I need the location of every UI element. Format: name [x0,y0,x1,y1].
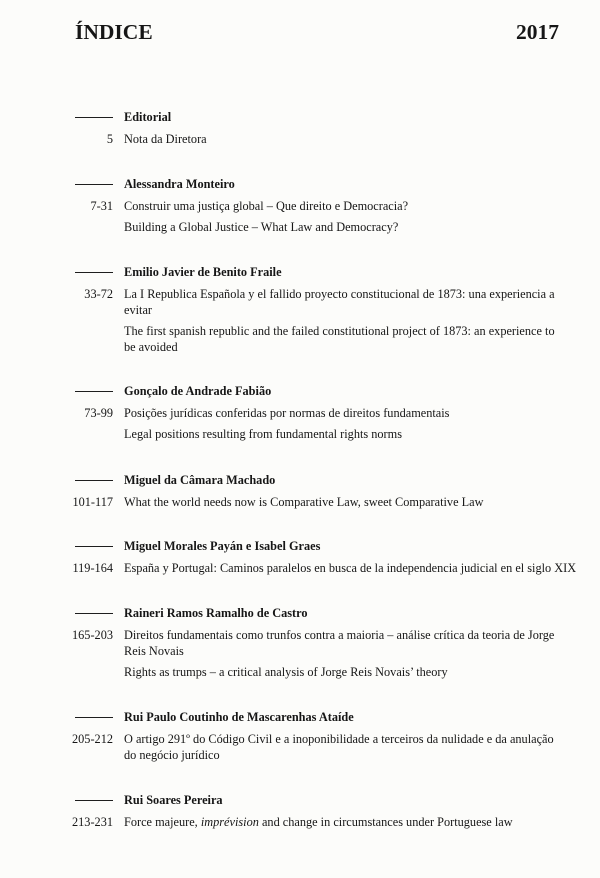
page-range: 5 [106,132,113,146]
article-title [124,560,600,576]
title-line: Posições jurídicas conferidas por normas de direitos fundamentais [124,406,450,420]
section-heading [0,792,600,808]
page-range: 101-117 [72,495,113,509]
toc-section-castro [0,605,600,680]
page-range: 213-231 [72,815,113,829]
title-line: O artigo 291º do Código Civil e a inoponibilidade a terceiros da nulidade e da anulação [124,732,554,746]
article-title [124,198,600,214]
section-rule [75,613,113,614]
section-author: Gonçalo de Andrade Fabião [124,384,272,398]
toc-entry [0,405,600,442]
section-rule [75,117,113,118]
toc-section-morales-graes [0,538,600,576]
toc-section-editorial [0,109,600,147]
article-title-translation [124,219,600,235]
section-author: Editorial [124,110,172,124]
page-range: 33-72 [84,287,113,301]
page-year: 2017 [516,20,559,44]
title-line: Rights as trumps – a critical analysis of Jorge Reis Novais’ theory [124,665,448,679]
title-line: be avoided [124,340,178,354]
title-segment-italic: imprévision [200,815,259,829]
article-title [124,627,600,659]
article-title [124,814,600,830]
section-heading [0,709,600,725]
title-line: Building a Global Justice – What Law and Democracy? [124,220,399,234]
section-author: Emilio Javier de Benito Fraile [124,265,282,279]
section-rule [75,800,113,801]
title-line: Legal positions resulting from fundamental rights norms [124,427,403,441]
section-heading [0,538,600,554]
toc-entry [0,814,600,830]
section-author: Rui Paulo Coutinho de Mascarenhas Ataíde [124,710,354,724]
section-rule [75,272,113,273]
title-line: Direitos fundamentais como trunfos contra a maioria – análise crítica da teoria de Jorge [124,628,555,642]
section-rule [75,546,113,547]
title-line: Nota da Diretora [124,132,207,146]
toc-section-camara-machado [0,472,600,510]
title-line: Construir uma justiça global – Que direito e Democracia? [124,199,409,213]
title-line: Reis Novais [124,644,184,658]
article-title [124,131,600,147]
section-author: Raineri Ramos Ramalho de Castro [124,606,308,620]
toc-section-ataide [0,709,600,763]
section-heading [0,605,600,621]
section-heading [0,383,600,399]
title-segment: and change in circumstances under Portuguese law [258,815,513,829]
toc-section-fabiao [0,383,600,442]
toc-entry [0,731,600,763]
section-author: Miguel Morales Payán e Isabel Graes [124,539,321,553]
section-heading [0,176,600,192]
article-title [124,286,600,318]
title-segment: Force majeure, [124,815,201,829]
page-title: ÍNDICE [75,20,153,44]
toc-entry [0,627,600,680]
section-author: Miguel da Câmara Machado [124,473,276,487]
article-title [124,731,600,763]
section-heading [0,264,600,280]
page-range: 165-203 [72,628,113,642]
page-range: 73-99 [84,406,113,420]
toc-entry [0,286,600,355]
title-line: do negócio jurídico [124,748,220,762]
title-line: evitar [124,303,152,317]
toc-entry [0,131,600,147]
title-line: La I Republica Española y el fallido proyecto constitucional de 1873: una experiencia a [124,287,555,301]
toc-entry [0,494,600,510]
page-range: 119-164 [72,561,113,575]
toc-entry [0,198,600,235]
article-title-translation [124,664,600,680]
section-heading [0,109,600,125]
toc-section-benito-fraile [0,264,600,355]
page-range: 205-212 [72,732,113,746]
toc-section-pereira [0,792,600,830]
section-author: Rui Soares Pereira [124,793,223,807]
section-rule [75,717,113,718]
article-title-translation [124,323,600,355]
title-line: España y Portugal: Caminos paralelos en busca de la independencia judicial en el siglo XIX [124,561,577,575]
section-rule [75,391,113,392]
title-line: The first spanish republic and the failed constitutional project of 1873: an experience to [124,324,555,338]
section-rule [75,184,113,185]
section-heading [0,472,600,488]
article-title-translation [124,426,600,442]
section-rule [75,480,113,481]
article-title [124,494,600,510]
toc-section-monteiro [0,176,600,235]
toc-entry [0,560,600,576]
page-range: 7-31 [90,199,113,213]
title-line: What the world needs now is Comparative Law, sweet Comparative Law [124,495,484,509]
article-title [124,405,600,421]
title-line [124,814,600,830]
section-author: Alessandra Monteiro [124,177,235,191]
